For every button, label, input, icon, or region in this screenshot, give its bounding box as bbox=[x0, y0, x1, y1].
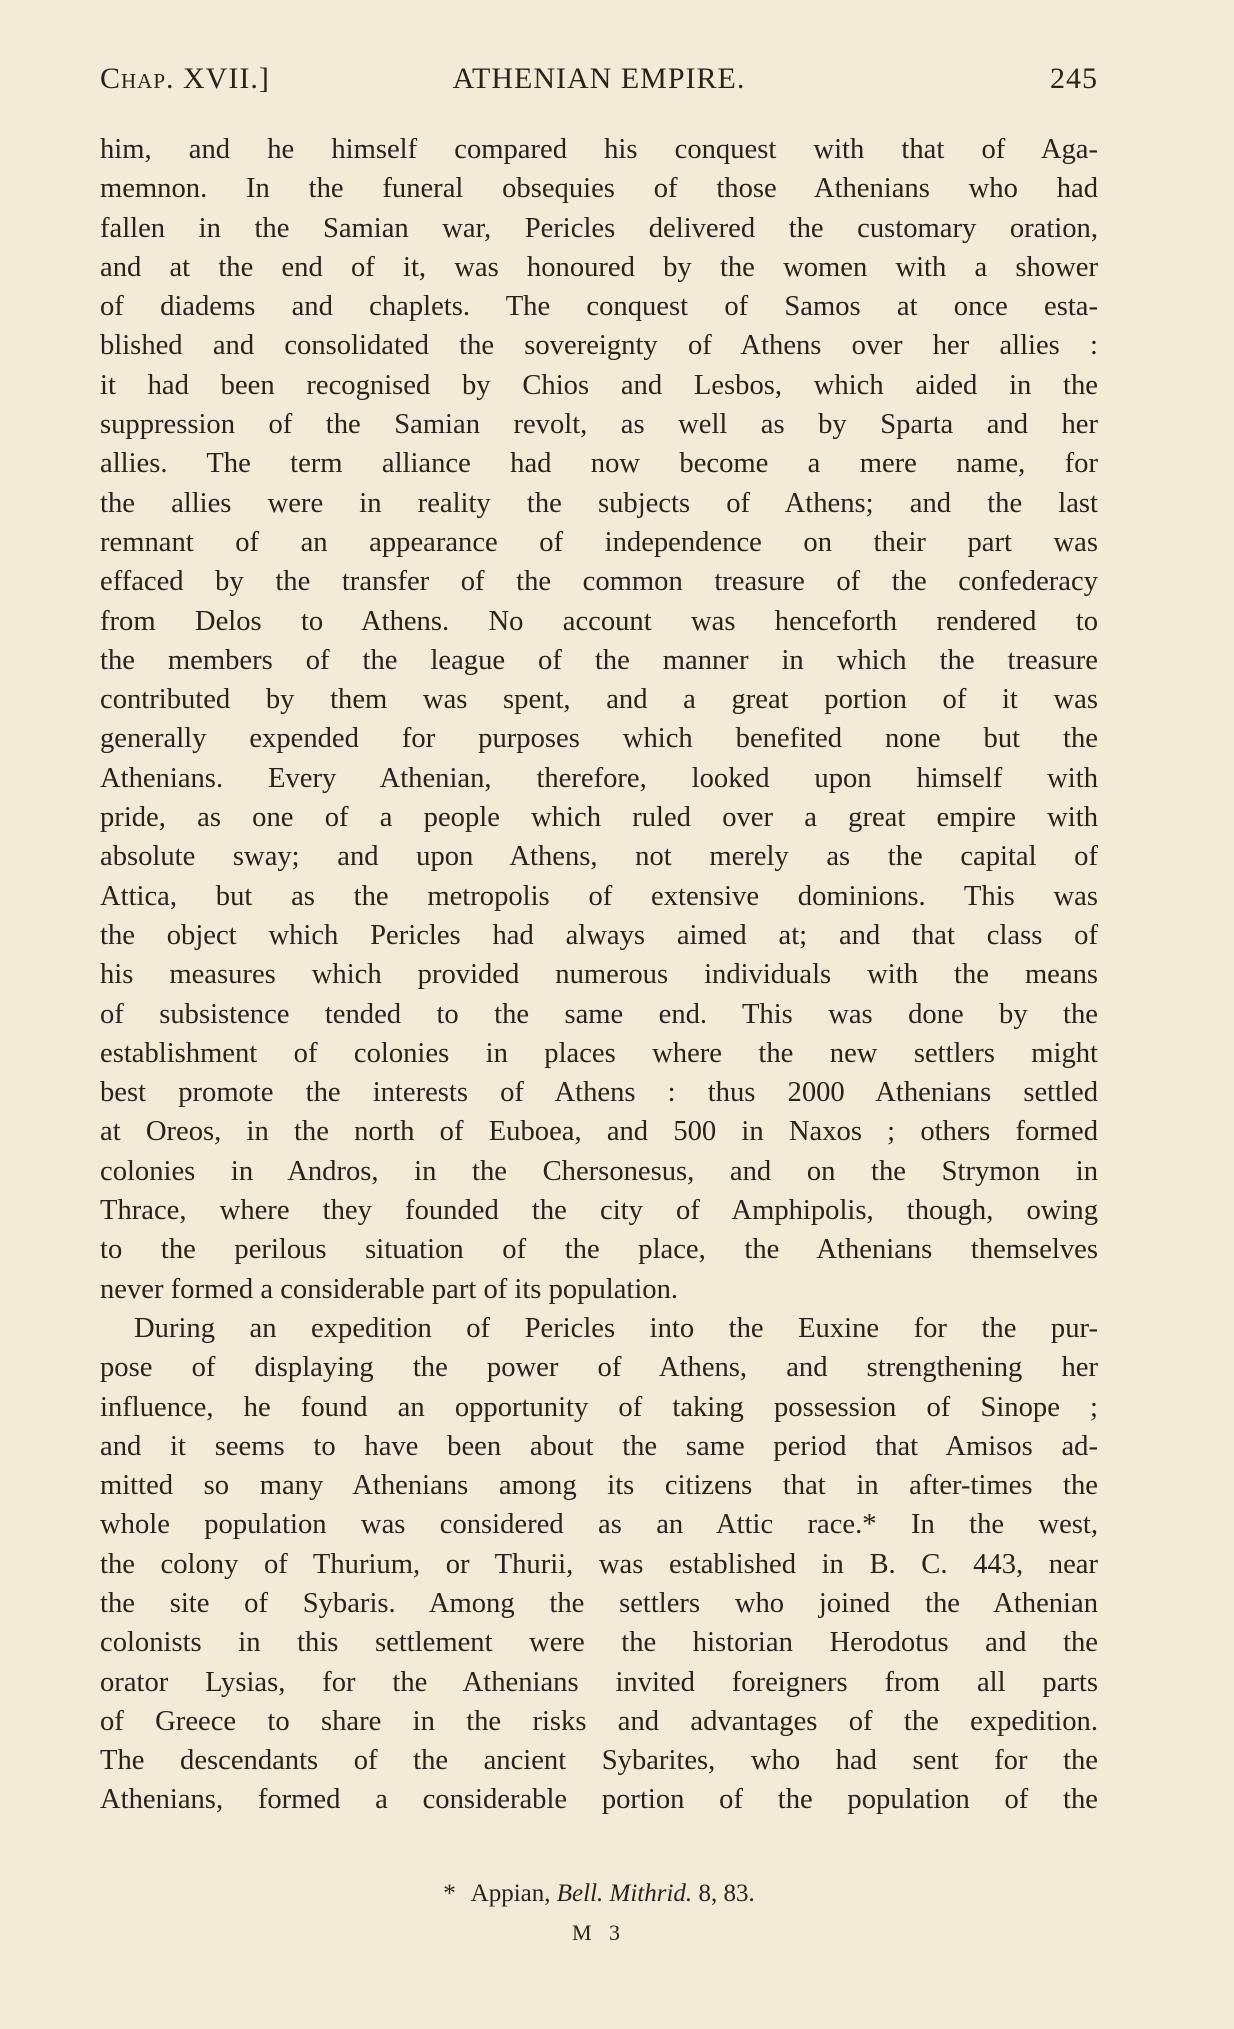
text-line: Athenians. Every Athenian, therefore, looked upon himself with bbox=[100, 762, 1098, 794]
running-header bbox=[100, 62, 1098, 110]
text-line: generally expended for purposes which benefited none but the bbox=[100, 723, 1098, 755]
text-line: fallen in the Samian war, Pericles delivered the customary oration, bbox=[100, 212, 1098, 244]
text-line: influence, he found an opportunity of taking possession of Sinope ; bbox=[100, 1391, 1098, 1423]
text-line: of Greece to share in the risks and advantages of the expedition. bbox=[100, 1705, 1098, 1737]
text-line: never formed a considerable part of its population. bbox=[100, 1273, 679, 1305]
text-line: Athenians, formed a considerable portion of the population of the bbox=[100, 1784, 1098, 1816]
chapter-label: Chap. XVII.] bbox=[100, 62, 270, 95]
text-line: to the perilous situation of the place, the Athenians themselves bbox=[100, 1234, 1098, 1266]
book-page bbox=[100, 62, 1098, 2002]
text-line: During an expedition of Pericles into the Euxine for the pur- bbox=[134, 1312, 1098, 1344]
text-line: from Delos to Athens. No account was henceforth rendered to bbox=[100, 605, 1098, 637]
footnote-author: Appian, bbox=[470, 1880, 551, 1907]
text-line: the allies were in reality the subjects of Athens; and the last bbox=[100, 487, 1098, 519]
text-line: whole population was considered as an Attic race.* In the west, bbox=[100, 1509, 1098, 1541]
page-number: 245 bbox=[1050, 62, 1098, 95]
text-line: establishment of colonies in places where the new settlers might bbox=[100, 1037, 1098, 1069]
text-line: suppression of the Samian revolt, as well as by Sparta and her bbox=[100, 409, 1098, 441]
text-line: of subsistence tended to the same end. This was done by the bbox=[100, 998, 1098, 1030]
footnote-reference: 8, 83. bbox=[698, 1880, 755, 1907]
text-line: pride, as one of a people which ruled over a great empire with bbox=[100, 802, 1098, 834]
text-line: the members of the league of the manner in which the treasure bbox=[100, 644, 1098, 676]
text-line: colonists in this settlement were the historian Herodotus and the bbox=[100, 1627, 1098, 1659]
text-line: and at the end of it, was honoured by the women with a shower bbox=[100, 251, 1098, 283]
text-line: mitted so many Athenians among its citizens that in after-times the bbox=[100, 1470, 1098, 1502]
text-line: best promote the interests of Athens : thus 2000 Athenians settled bbox=[100, 1077, 1098, 1109]
text-line: Thrace, where they founded the city of Amphipolis, though, owing bbox=[100, 1195, 1098, 1227]
footnote-work: Bell. Mithrid. bbox=[556, 1880, 693, 1907]
text-line: pose of displaying the power of Athens, and strengthening her bbox=[100, 1352, 1098, 1384]
footnote-marker: * bbox=[443, 1880, 456, 1907]
text-line: allies. The term alliance had now become a mere name, for bbox=[100, 448, 1098, 480]
running-title: ATHENIAN EMPIRE. bbox=[452, 62, 746, 95]
body-text bbox=[100, 130, 1098, 1820]
text-line: his measures which provided numerous individuals with the means bbox=[100, 959, 1098, 991]
text-line: of diadems and chaplets. The conquest of Samos at once esta- bbox=[100, 291, 1098, 323]
text-line: blished and consolidated the sovereignty of Athens over her allies : bbox=[100, 330, 1098, 362]
text-line: the colony of Thurium, or Thurii, was established in B. C. 443, near bbox=[100, 1548, 1098, 1580]
signature-mark: M 3 bbox=[571, 1920, 627, 1945]
paragraph bbox=[100, 130, 1098, 1309]
text-line: memnon. In the funeral obsequies of those Athenians who had bbox=[100, 173, 1098, 205]
text-line: and it seems to have been about the same period that Amisos ad- bbox=[100, 1430, 1098, 1462]
text-line: the site of Sybaris. Among the settlers who joined the Athenian bbox=[100, 1587, 1098, 1619]
text-line: remnant of an appearance of independence on their part was bbox=[100, 526, 1098, 558]
text-line: absolute sway; and upon Athens, not merely as the capital of bbox=[100, 841, 1098, 873]
text-line: at Oreos, in the north of Euboea, and 500 in Naxos ; others formed bbox=[100, 1116, 1098, 1148]
paragraph bbox=[100, 1309, 1098, 1820]
text-line: him, and he himself compared his conquest with that of Aga- bbox=[100, 134, 1098, 165]
text-line: it had been recognised by Chios and Lesbos, which aided in the bbox=[100, 369, 1098, 401]
text-line: The descendants of the ancient Sybarites, who had sent for the bbox=[100, 1745, 1098, 1777]
text-line: contributed by them was spent, and a great portion of it was bbox=[100, 684, 1098, 716]
text-line: Attica, but as the metropolis of extensive dominions. This was bbox=[100, 880, 1098, 912]
text-line: effaced by the transfer of the common treasure of the confederacy bbox=[100, 566, 1098, 598]
footnote bbox=[100, 1880, 1098, 1908]
text-line: colonies in Andros, in the Chersonesus, and on the Strymon in bbox=[100, 1155, 1098, 1187]
text-line: the object which Pericles had always aimed at; and that class of bbox=[100, 919, 1098, 951]
text-line: orator Lysias, for the Athenians invited foreigners from all parts bbox=[100, 1666, 1098, 1698]
